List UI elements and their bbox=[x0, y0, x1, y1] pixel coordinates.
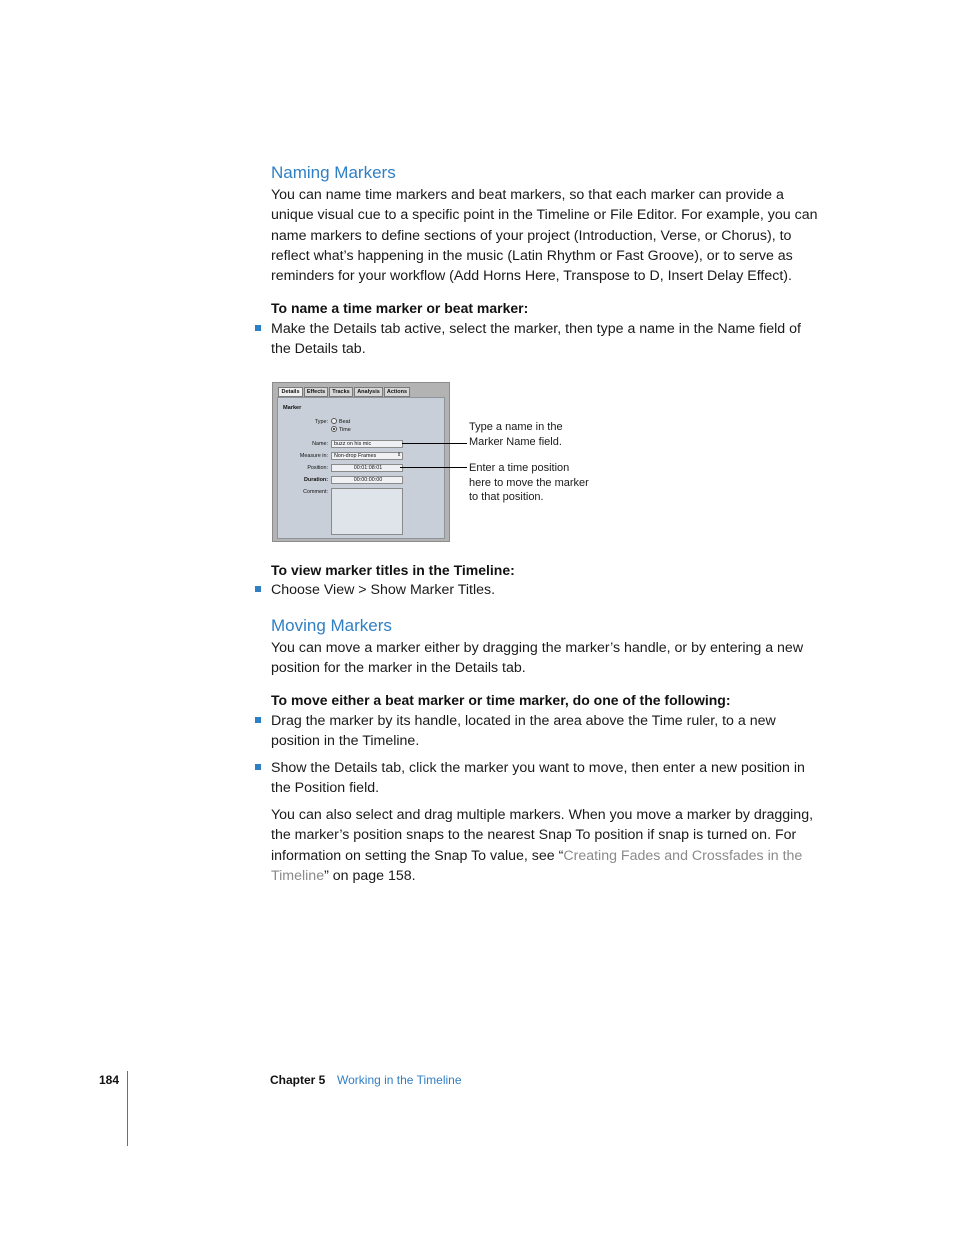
comment-field bbox=[331, 488, 403, 535]
text-line: reflect what’s happening in the music (Latin Rhythm or Fast Groove), or to serve as bbox=[271, 247, 793, 264]
text-line: the Details tab. bbox=[271, 341, 366, 358]
callout-line-position bbox=[400, 467, 467, 468]
tab-effects: Effects bbox=[304, 387, 328, 397]
cross-reference-link[interactable]: Creating Fades and Crossfades in the bbox=[563, 847, 803, 864]
move-step-details bbox=[271, 758, 831, 799]
measure-select: Non-drop Frames bbox=[331, 452, 403, 460]
radio-beat-label: Beat bbox=[339, 419, 351, 425]
move-step-drag bbox=[271, 711, 831, 752]
duration-field: 00:00:00:00 bbox=[331, 476, 403, 484]
measure-label: Measure in: bbox=[299, 453, 328, 459]
text-line: You can move a marker either by dragging the marker’s handle, or by entering a new bbox=[271, 640, 804, 656]
position-label: Position: bbox=[307, 465, 328, 471]
naming-intro-paragraph bbox=[271, 185, 831, 286]
type-label: Type: bbox=[314, 419, 328, 425]
page-number: 184 bbox=[99, 1073, 120, 1087]
bullet-marker-icon bbox=[255, 764, 261, 770]
footer-chapter: Chapter 5 bbox=[270, 1073, 326, 1087]
task-step-name-marker bbox=[271, 319, 831, 360]
tab-actions: Actions bbox=[384, 387, 410, 397]
text-line: here to move the marker bbox=[469, 476, 589, 489]
text-line: You can also select and drag multiple markers. When you move a marker by dragging, bbox=[271, 807, 814, 823]
radio-beat bbox=[331, 418, 337, 424]
bullet-marker-icon bbox=[255, 325, 261, 331]
footer-rule bbox=[127, 1071, 128, 1146]
duration-label: Duration: bbox=[304, 477, 328, 483]
bullet-marker-icon bbox=[255, 586, 261, 592]
text-line: reminders for your workflow (Add Horns Here, Transpose to D, Insert Delay Effect). bbox=[271, 268, 792, 285]
name-label: Name: bbox=[312, 441, 328, 447]
tab-details: Details bbox=[278, 387, 303, 397]
bullet-marker-icon bbox=[255, 717, 261, 723]
task-lead-name-marker: To name a time marker or beat marker: bbox=[271, 300, 529, 316]
text-line: Make the Details tab active, select the marker, then type a name in the Name field of bbox=[271, 321, 801, 337]
text-line bbox=[271, 846, 831, 866]
radio-time-label: Time bbox=[339, 427, 351, 433]
footer-chapter-title: Working in the Timeline bbox=[337, 1073, 462, 1087]
text-line: Drag the marker by its handle, located in the area above the Time ruler, to a new bbox=[271, 713, 776, 729]
callout-name bbox=[469, 420, 563, 449]
position-field: 00:01:08:01 bbox=[331, 464, 403, 472]
task-step-view-titles: Choose View > Show Marker Titles. bbox=[271, 582, 496, 598]
section-heading-moving-markers: Moving Markers bbox=[271, 616, 392, 635]
task-lead-move-marker: To move either a beat marker or time marker, do one of the following: bbox=[271, 692, 731, 708]
name-field: buzz on his mic bbox=[331, 440, 403, 448]
cross-reference-link-continued[interactable]: Timeline bbox=[271, 867, 325, 884]
radio-time bbox=[331, 426, 337, 432]
text-line bbox=[271, 866, 831, 886]
text-line: You can name time markers and beat markers, so that each marker can provide a bbox=[271, 187, 784, 203]
section-heading-naming-markers: Naming Markers bbox=[271, 163, 396, 182]
text-line: Marker Name field. bbox=[469, 435, 562, 448]
text-line: Enter a time position bbox=[469, 462, 570, 474]
task-lead-view-titles: To view marker titles in the Timeline: bbox=[271, 562, 515, 578]
text-line: the Position field. bbox=[271, 780, 380, 797]
text-span: ” on page 158. bbox=[324, 867, 416, 884]
text-line: Show the Details tab, click the marker you want to move, then enter a new position in bbox=[271, 760, 805, 776]
text-line: position for the marker in the Details tab. bbox=[271, 660, 526, 677]
text-line: the marker’s position snaps to the nearest Snap To position if snap is turned on. For bbox=[271, 827, 797, 844]
details-panel bbox=[277, 397, 445, 539]
details-tab-screenshot bbox=[272, 382, 450, 542]
select-arrows-icon: ⇕ bbox=[397, 452, 402, 458]
multiple-markers-paragraph bbox=[271, 805, 831, 886]
marker-section-label: Marker bbox=[283, 405, 302, 411]
tab-analysis: Analysis bbox=[354, 387, 383, 397]
text-span: information on setting the Snap To value, see “ bbox=[271, 847, 564, 864]
callout-position bbox=[469, 461, 589, 505]
moving-intro-paragraph bbox=[271, 638, 831, 679]
text-line: position in the Timeline. bbox=[271, 733, 420, 750]
callout-line-name bbox=[402, 443, 467, 444]
text-line: Type a name in the bbox=[469, 421, 563, 433]
text-line: unique visual cue to a specific point in the Timeline or File Editor. For example, you can bbox=[271, 207, 818, 224]
tab-tracks: Tracks bbox=[329, 387, 353, 397]
text-line: name markers to define sections of your project (Introduction, Verse, or Chorus), to bbox=[271, 227, 792, 244]
comment-label: Comment: bbox=[303, 489, 328, 495]
text-line: to that position. bbox=[469, 491, 544, 504]
